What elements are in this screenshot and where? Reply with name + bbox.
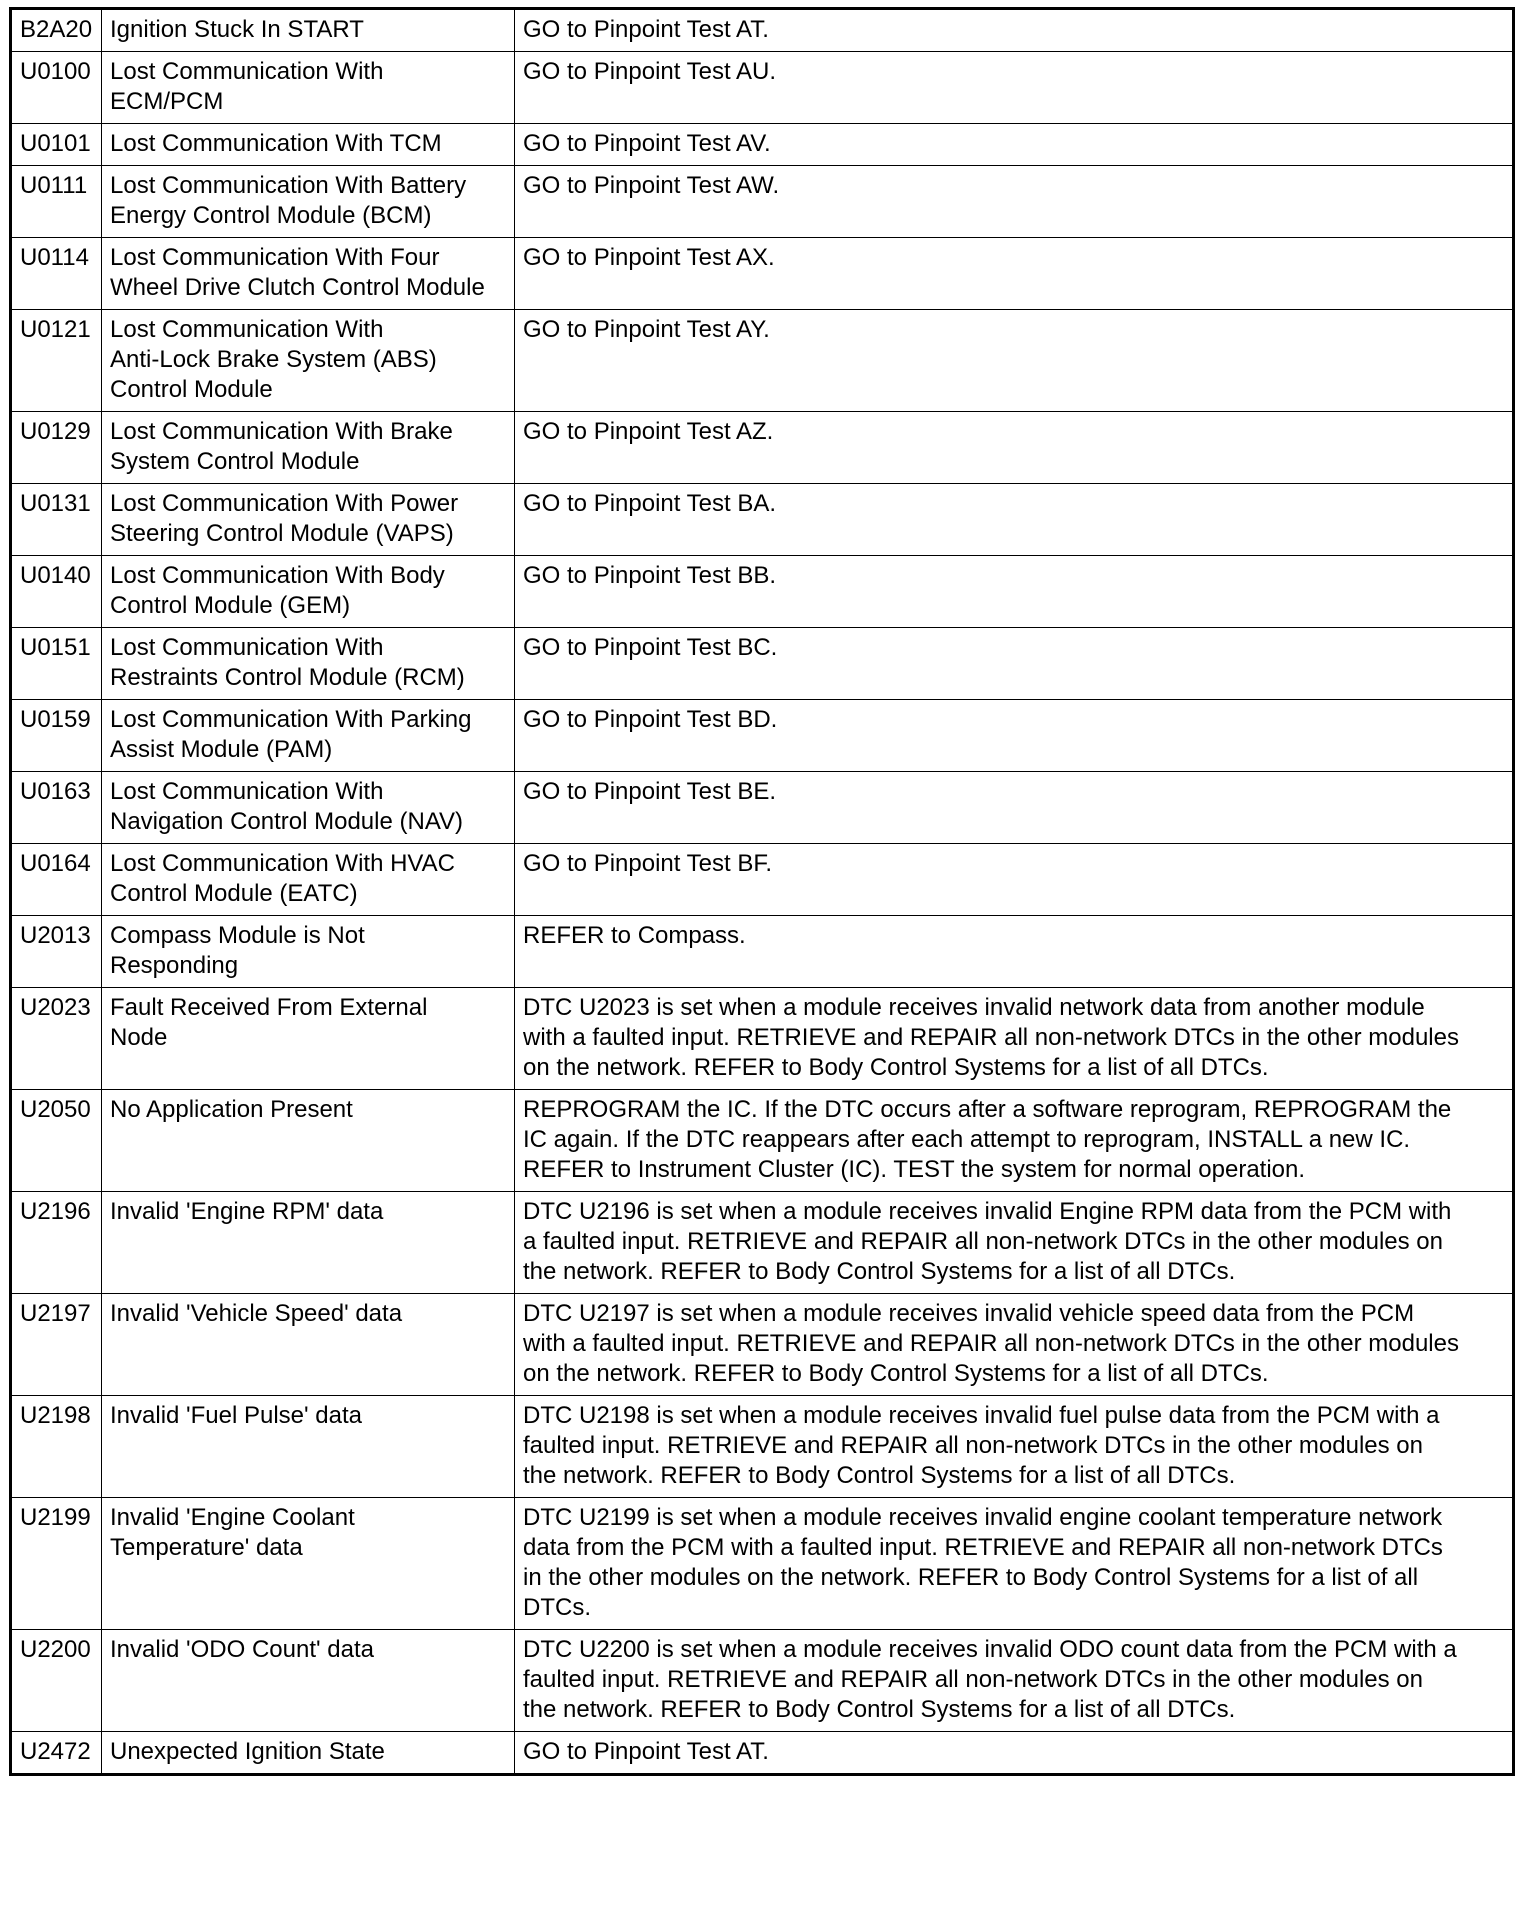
dtc-action: DTC U2199 is set when a module receives invalid engine coolant temperature network data from the PCM with a faulted input. RETRIEVE and REPAIR all non-network DTCs in the other modules on the network. REFER to Body Control Systems for a list of all DTCs.: [515, 1498, 1514, 1630]
dtc-action: GO to Pinpoint Test AX.: [515, 238, 1514, 310]
dtc-description: Lost Communication With HVAC Control Module (EATC): [102, 844, 515, 916]
dtc-description: Lost Communication With Brake System Control Module: [102, 412, 515, 484]
dtc-description: No Application Present: [102, 1090, 515, 1192]
dtc-action: GO to Pinpoint Test AU.: [515, 52, 1514, 124]
table-row: [11, 1498, 1514, 1630]
dtc-description: Ignition Stuck In START: [102, 9, 515, 52]
dtc-description: Lost Communication With Four Wheel Drive Clutch Control Module: [102, 238, 515, 310]
table-row: [11, 310, 1514, 412]
dtc-description: Lost Communication With Power Steering Control Module (VAPS): [102, 484, 515, 556]
dtc-code: U0114: [11, 238, 102, 310]
dtc-action: DTC U2197 is set when a module receives invalid vehicle speed data from the PCM with a faulted input. RETRIEVE and REPAIR all non-network DTCs in the other modules on the network. REFER to Body Control Systems for a list of all DTCs.: [515, 1294, 1514, 1396]
dtc-action: REPROGRAM the IC. If the DTC occurs after a software reprogram, REPROGRAM the IC again. If the DTC reappears after each attempt to reprogram, INSTALL a new IC. REFER to Instrument Cluster (IC). TEST the system for normal operation.: [515, 1090, 1514, 1192]
table-row: [11, 52, 1514, 124]
table-row: [11, 238, 1514, 310]
dtc-action: GO to Pinpoint Test AZ.: [515, 412, 1514, 484]
dtc-code: U0164: [11, 844, 102, 916]
dtc-description: Unexpected Ignition State: [102, 1732, 515, 1775]
table-row: [11, 1294, 1514, 1396]
table-row: [11, 1396, 1514, 1498]
dtc-action: GO to Pinpoint Test AV.: [515, 124, 1514, 166]
table-row: [11, 628, 1514, 700]
dtc-code: U2472: [11, 1732, 102, 1775]
dtc-code: U0100: [11, 52, 102, 124]
dtc-description: Lost Communication With Anti-Lock Brake System (ABS) Control Module: [102, 310, 515, 412]
table-row: [11, 1192, 1514, 1294]
dtc-action: GO to Pinpoint Test AT.: [515, 9, 1514, 52]
dtc-action: DTC U2023 is set when a module receives invalid network data from another module with a faulted input. RETRIEVE and REPAIR all non-network DTCs in the other modules on the network. REFER to Body Control Systems for a list of all DTCs.: [515, 988, 1514, 1090]
dtc-action: GO to Pinpoint Test BA.: [515, 484, 1514, 556]
dtc-code: U0131: [11, 484, 102, 556]
dtc-action: GO to Pinpoint Test BD.: [515, 700, 1514, 772]
dtc-action: GO to Pinpoint Test BB.: [515, 556, 1514, 628]
dtc-description: Invalid 'Vehicle Speed' data: [102, 1294, 515, 1396]
dtc-description: Compass Module is Not Responding: [102, 916, 515, 988]
table-row: [11, 916, 1514, 988]
table-row: [11, 166, 1514, 238]
table-row: [11, 844, 1514, 916]
table-row: [11, 1630, 1514, 1732]
dtc-table: [9, 7, 1515, 1776]
dtc-action: GO to Pinpoint Test BE.: [515, 772, 1514, 844]
dtc-description: Lost Communication With Body Control Module (GEM): [102, 556, 515, 628]
dtc-code: B2A20: [11, 9, 102, 52]
dtc-action: GO to Pinpoint Test BF.: [515, 844, 1514, 916]
table-row: [11, 1090, 1514, 1192]
dtc-code: U2023: [11, 988, 102, 1090]
table-row: [11, 556, 1514, 628]
dtc-code: U0129: [11, 412, 102, 484]
dtc-code: U0159: [11, 700, 102, 772]
dtc-code: U2199: [11, 1498, 102, 1630]
dtc-action: REFER to Compass.: [515, 916, 1514, 988]
dtc-code: U0163: [11, 772, 102, 844]
dtc-action: DTC U2196 is set when a module receives invalid Engine RPM data from the PCM with a faulted input. RETRIEVE and REPAIR all non-network DTCs in the other modules on the network. REFER to Body Control Systems for a list of all DTCs.: [515, 1192, 1514, 1294]
table-row: [11, 988, 1514, 1090]
dtc-description: Fault Received From External Node: [102, 988, 515, 1090]
dtc-code: U0121: [11, 310, 102, 412]
dtc-table-body: [11, 9, 1514, 1775]
dtc-code: U2198: [11, 1396, 102, 1498]
dtc-code: U0111: [11, 166, 102, 238]
dtc-action: GO to Pinpoint Test BC.: [515, 628, 1514, 700]
dtc-action: GO to Pinpoint Test AT.: [515, 1732, 1514, 1775]
dtc-description: Invalid 'Fuel Pulse' data: [102, 1396, 515, 1498]
dtc-code: U0151: [11, 628, 102, 700]
dtc-code: U2196: [11, 1192, 102, 1294]
dtc-description: Lost Communication With Restraints Control Module (RCM): [102, 628, 515, 700]
dtc-action: GO to Pinpoint Test AW.: [515, 166, 1514, 238]
dtc-code: U2050: [11, 1090, 102, 1192]
dtc-code: U0140: [11, 556, 102, 628]
table-row: [11, 412, 1514, 484]
dtc-code: U2200: [11, 1630, 102, 1732]
dtc-description: Lost Communication With Navigation Control Module (NAV): [102, 772, 515, 844]
dtc-action: DTC U2198 is set when a module receives invalid fuel pulse data from the PCM with a faulted input. RETRIEVE and REPAIR all non-network DTCs in the other modules on the network. REFER to Body Control Systems for a list of all DTCs.: [515, 1396, 1514, 1498]
dtc-description: Lost Communication With Parking Assist Module (PAM): [102, 700, 515, 772]
table-row: [11, 1732, 1514, 1775]
dtc-action: DTC U2200 is set when a module receives invalid ODO count data from the PCM with a faulted input. RETRIEVE and REPAIR all non-network DTCs in the other modules on the network. REFER to Body Control Systems for a list of all DTCs.: [515, 1630, 1514, 1732]
table-row: [11, 9, 1514, 52]
table-row: [11, 772, 1514, 844]
dtc-code: U2013: [11, 916, 102, 988]
table-row: [11, 124, 1514, 166]
dtc-code: U0101: [11, 124, 102, 166]
dtc-description: Invalid 'Engine RPM' data: [102, 1192, 515, 1294]
dtc-code: U2197: [11, 1294, 102, 1396]
table-row: [11, 484, 1514, 556]
dtc-description: Lost Communication With TCM: [102, 124, 515, 166]
table-row: [11, 700, 1514, 772]
dtc-description: Invalid 'Engine Coolant Temperature' data: [102, 1498, 515, 1630]
dtc-description: Invalid 'ODO Count' data: [102, 1630, 515, 1732]
dtc-action: GO to Pinpoint Test AY.: [515, 310, 1514, 412]
dtc-description: Lost Communication With Battery Energy Control Module (BCM): [102, 166, 515, 238]
dtc-description: Lost Communication With ECM/PCM: [102, 52, 515, 124]
